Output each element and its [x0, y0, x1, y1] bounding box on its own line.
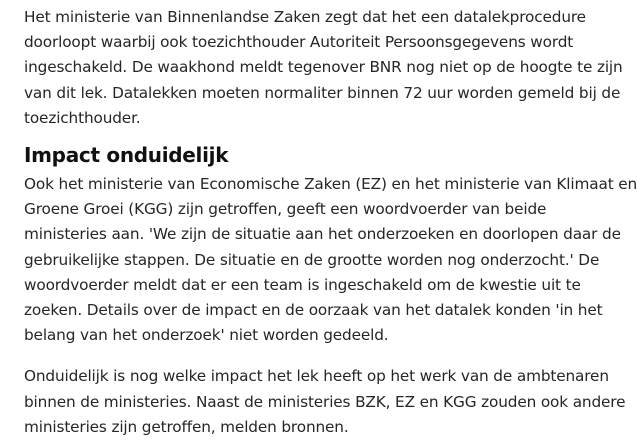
article-paragraph-1	[24, 5, 623, 131]
text-line: ministeries zijn getroffen, melden bronnen.	[24, 417, 349, 436]
text-line: Het ministerie van Binnenlandse Zaken zegt dat het een datalekprocedure	[24, 8, 586, 26]
text-line: doorloopt waarbij ook toezichthouder Autoriteit Persoonsgegevens wordt	[24, 33, 574, 52]
article-paragraph-2	[24, 172, 637, 348]
text-line: gebruikelijke stappen. De situatie en de grootte worden nog onderzocht.' De	[24, 250, 600, 269]
text-line: belang van het onderzoek' niet worden gedeeld.	[24, 326, 389, 345]
article-body	[24, 5, 637, 440]
text-line: ministeries aan. 'We zijn de situatie aan het onderzoeken en doorlopen daar de	[24, 225, 621, 244]
text-line: toezichthouder.	[24, 108, 141, 127]
text-line: van dit lek. Datalekken moeten normaliter binnen 72 uur worden gemeld bij de	[24, 83, 621, 102]
text-line: zoeken. Details over de impact en de oorzaak van het datalek konden 'in het	[24, 301, 603, 320]
text-line: ingeschakeld. De waakhond meldt tegenover BNR nog niet op de hoogte te zijn	[24, 58, 623, 77]
section-heading: Impact onduidelijk	[24, 143, 229, 168]
paragraph-spacer	[24, 348, 576, 364]
text-line: woordvoerder meldt dat er een team is ingeschakeld om de kwestie uit te	[24, 275, 581, 294]
text-line: binnen de ministeries. Naast de ministeries BZK, EZ en KGG zouden ook andere	[24, 392, 626, 411]
text-line: Onduidelijk is nog welke impact het lek heeft op het werk van de ambtenaren	[24, 367, 609, 386]
text-line: Groene Groei (KGG) zijn getroffen, geeft een woordvoerder van beide	[24, 200, 547, 219]
text-line: Ook het ministerie van Economische Zaken (EZ) en het ministerie van Klimaat en	[24, 175, 637, 194]
article-paragraph-3	[24, 364, 626, 440]
